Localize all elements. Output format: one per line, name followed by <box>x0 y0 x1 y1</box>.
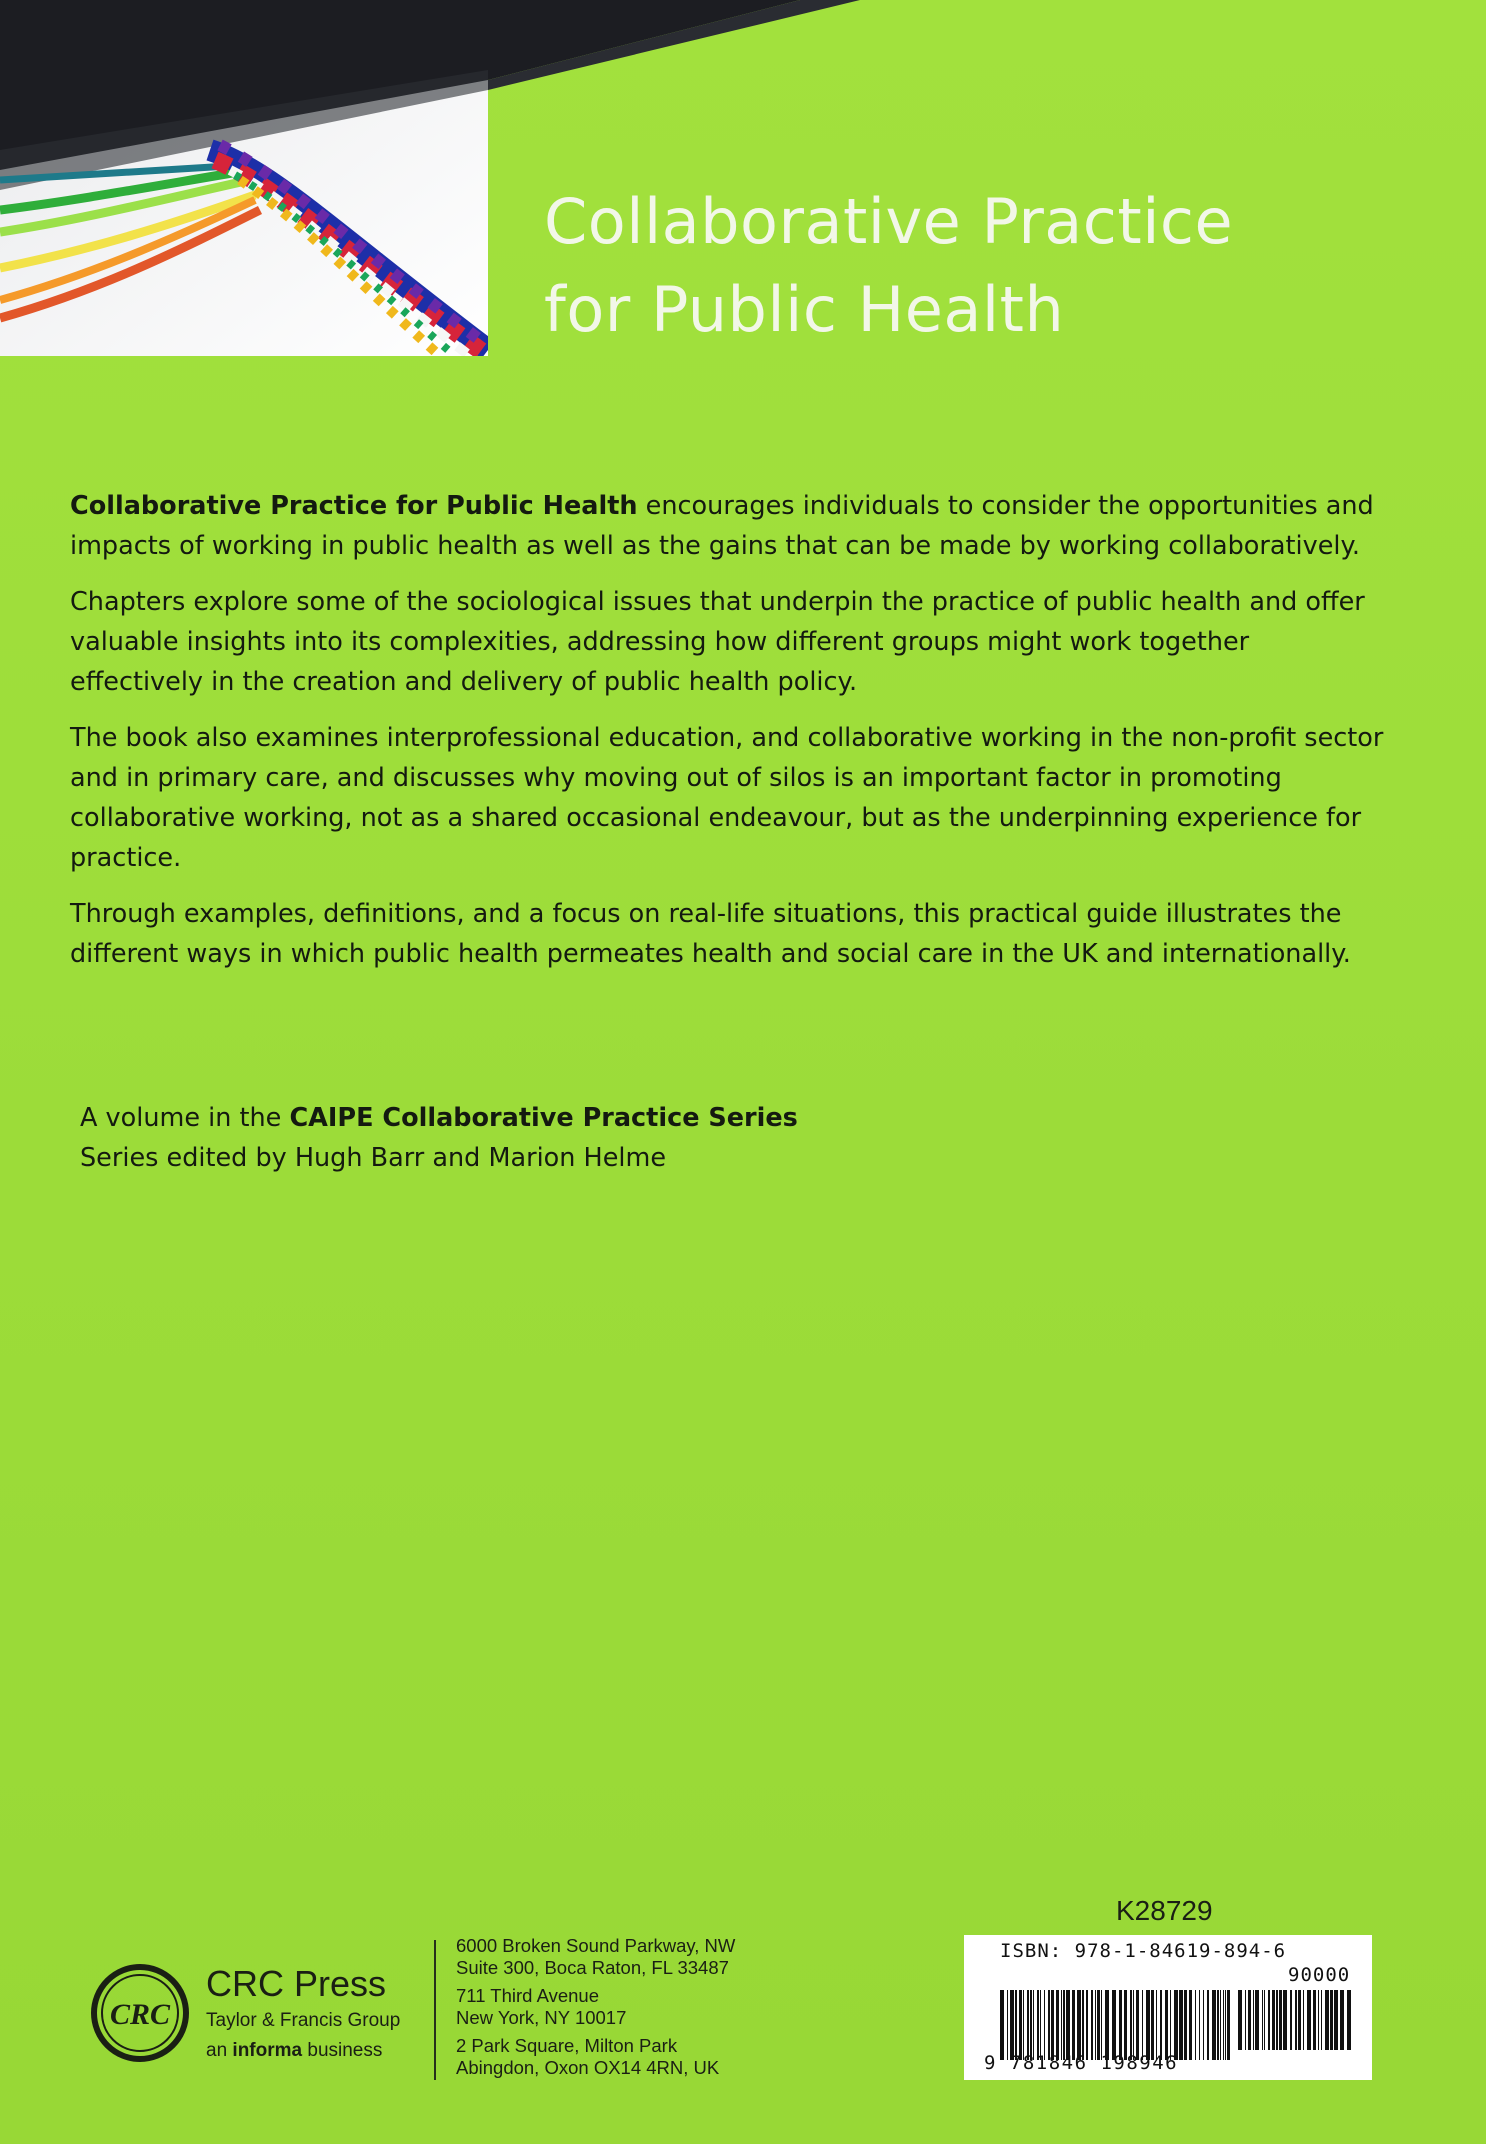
address-new-york <box>456 1985 735 2029</box>
publisher-name: CRC Press <box>206 1963 387 2004</box>
barcode-bars <box>1000 1990 1230 2060</box>
publisher-tagline <box>206 2040 382 2062</box>
publisher-group: Taylor & Francis Group <box>206 2010 401 2031</box>
series-name: CAIPE Collaborative Practice Series <box>289 1103 798 1133</box>
publisher-block <box>88 1945 448 2065</box>
title-line-2: for Public Health <box>544 273 1065 346</box>
title-line-1: Collaborative Practice <box>544 185 1234 258</box>
publisher-addresses <box>456 1935 735 2085</box>
rope-image <box>0 0 488 356</box>
description-paragraph-3: The book also examines interprofessional education, and collaborative working in the non-profit sector and in primary care, and discusses why moving out of silos is an important factor in promoting collaborative working, not as a shared occasional endeavour, but as the underpinning experience for practice. <box>70 723 1384 873</box>
address-line: New York, NY 10017 <box>456 2007 627 2028</box>
product-code: K28729 <box>1116 1895 1213 1926</box>
book-description <box>70 486 1390 990</box>
barcode-addon-bars <box>1238 1990 1354 2050</box>
address-line: Suite 300, Boca Raton, FL 33487 <box>456 1957 729 1978</box>
tagline-informa: informa <box>232 2040 303 2061</box>
address-line: 2 Park Square, Milton Park <box>456 2035 678 2056</box>
price-code: 90000 <box>1288 1964 1351 1986</box>
tagline-prefix: an <box>206 2040 233 2061</box>
address-boca-raton <box>456 1935 735 1979</box>
address-abingdon <box>456 2035 735 2079</box>
cover-title <box>544 178 1444 354</box>
isbn-number: ISBN: 978-1-84619-894-6 <box>1000 1940 1287 1962</box>
description-paragraph-1 <box>70 486 1390 566</box>
series-info <box>80 1098 1080 1178</box>
crc-logo-icon <box>88 1961 192 2065</box>
crc-logo-text: CRC <box>109 1998 171 2031</box>
series-line <box>80 1098 1080 1138</box>
barcode-digits: 9 781846 198946 <box>984 2052 1179 2074</box>
publisher-divider <box>434 1940 436 2080</box>
paragraph-1-text: encourages individuals to consider the opportunities and impacts of working in public health as well as the gains that can be made by working collaboratively. <box>70 491 1374 561</box>
series-prefix: A volume in the <box>80 1103 290 1133</box>
book-title-bold: Collaborative Practice for Public Health <box>70 491 638 521</box>
address-line: 6000 Broken Sound Parkway, NW <box>456 1935 736 1956</box>
tagline-suffix: business <box>302 2040 383 2061</box>
series-editors: Series edited by Hugh Barr and Marion Helme <box>80 1143 667 1173</box>
description-paragraph-2: Chapters explore some of the sociological issues that underpin the practice of public health and offer valuable insights into its complexities, addressing how different groups might work together effectively in the creation and delivery of public health policy. <box>70 587 1365 697</box>
address-line: 711 Third Avenue <box>456 1985 599 2006</box>
description-paragraph-4: Through examples, definitions, and a focus on real-life situations, this practical guide illustrates the different ways in which public health permeates health and social care in the UK and internationally. <box>70 899 1351 969</box>
address-line: Abingdon, Oxon OX14 4RN, UK <box>456 2057 720 2078</box>
